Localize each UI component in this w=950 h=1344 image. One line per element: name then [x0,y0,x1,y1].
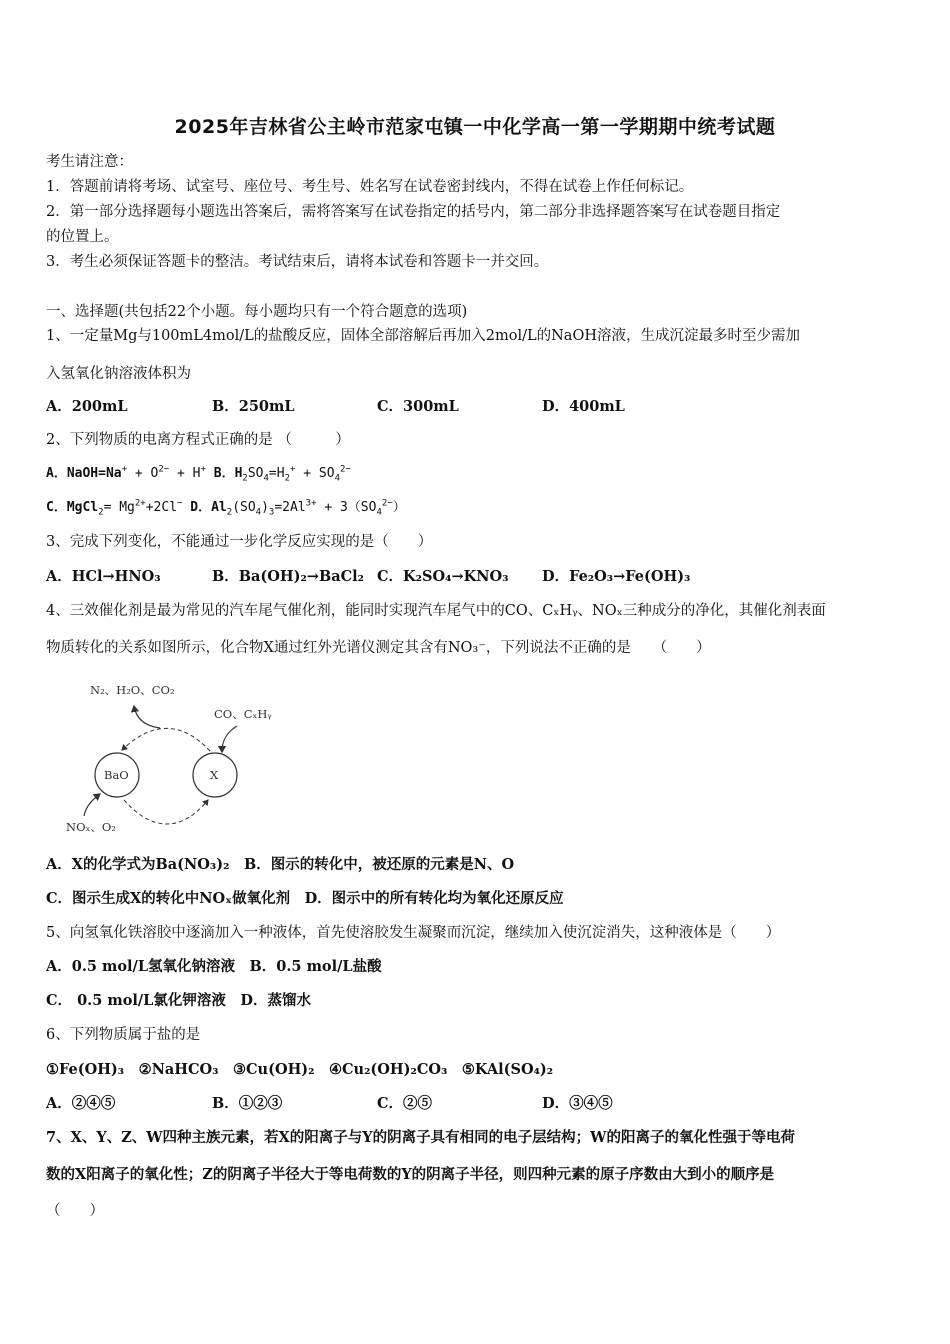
q6-option-a: A．②④⑤ [46,1095,116,1112]
q6-items: ①Fe(OH)₃ ②NaHCO₃ ③Cu(OH)₂ ④Cu₂(OH)₂CO₃ ⑤KAl(SO₄)₂ [46,1061,554,1078]
q7-stem-line1: 7、X、Y、Z、W四种主族元素，若X的阳离子与Y的阴离子具有相同的电子层结构；W的阳离子的氧化性强于等电荷 [46,1129,795,1146]
notice-item-2b: 的位置上。 [46,229,119,245]
q4-stem-line2: 物质转化的关系如图所示，化合物X通过红外光谱仪测定其含有NO₃⁻，下列说法不正确的是 （ ） [46,640,711,656]
notice-item-2a: 2．第一部分选择题每小题选出答案后，需将答案写在试卷指定的括号内，第二部分非选择题答案写在试卷题目指定 [46,204,781,220]
notice-item-3: 3．考生必须保证答题卡的整洁。考试结束后，请将本试卷和答题卡一并交回。 [46,254,549,270]
q5-options-ab: A．0.5 mol/L氢氧化钠溶液 B．0.5 mol/L盐酸 [46,958,382,975]
q4-stem-line1: 4、三效催化剂是最为常见的汽车尾气催化剂，能同时实现汽车尾气中的CO、CₓHᵧ、NOₓ三种成分的净化，其催化剂表面 [46,603,826,619]
q1-option-a: A．200mL [46,398,128,415]
q3-option-c: C．K₂SO₄→KNO₃ [377,568,509,585]
q2-stem: 2、下列物质的电离方程式正确的是 （ ） [46,432,350,448]
q1-option-b: B．250mL [212,398,295,415]
q3-option-b: B．Ba(OH)₂→BaCl₂ [212,568,365,585]
q3-stem: 3、完成下列变化，不能通过一步化学反应实现的是（ ） [46,534,433,550]
q3-option-d: D．Fe₂O₃→Fe(OH)₃ [542,568,691,585]
notice-heading: 考生请注意： [46,154,133,170]
page-title: 2025年吉林省公主岭市范家屯镇一中化学高一第一学期期中统考试题 [174,116,776,138]
arrow-x-to-bao [122,728,210,751]
diagram-label-nox-o2: NOₓ、O₂ [66,820,116,834]
q1-stem-line2: 入氢氧化钠溶液体积为 [46,366,191,382]
q1-stem-line1: 1、一定量Mg与100mL4mol/L的盐酸反应，固体全部溶解后再加入2mol/L的NaOH溶液，生成沉淀最多时至少需加 [46,328,800,344]
arrow-co-in [222,726,237,752]
arrow-products-out [134,706,160,728]
q6-option-b: B．①②③ [212,1095,283,1112]
q4-options-ab: A．X的化学式为Ba(NO₃)₂ B．图示的转化中，被还原的元素是N、O [46,856,515,873]
notice-item-1: 1．答题前请将考场、试室号、座位号、考生号、姓名写在试卷密封线内，不得在试卷上作任何标记。 [46,179,694,195]
q5-options-cd: C． 0.5 mol/L氯化钾溶液 D．蒸馏水 [46,992,311,1009]
q6-option-d: D．③④⑤ [542,1095,613,1112]
q2-options-cd: C．MgCl$_2$= $Mg^{2+}+2Cl^-$ D．$Al_2(SO_4)_3=2Al^{3+} + 3(SO_4^{2-})$ [46,498,406,518]
q1-option-d: D．400mL [542,398,625,415]
diagram-label-products: N₂、H₂O、CO₂ [90,683,175,697]
q7-stem-line3: （ ） [46,1203,104,1219]
q6-stem: 6、下列物质属于盐的是 [46,1027,201,1043]
diagram-label-x: X [210,768,219,782]
q2-options-ab: A．NaOH=Na+ + $O^{2-} + H^+$ B．$H_2SO_4=H_2^+ + SO_4^{2-}$ [46,464,351,484]
section-heading: 一、选择题(共包括22个小题。每小题均只有一个符合题意的选项) [46,304,468,320]
q1-option-c: C．300mL [377,398,459,415]
q6-option-c: C．②⑤ [377,1095,433,1112]
q5-stem: 5、向氢氧化铁溶胶中逐滴加入一种液体，首先使溶胶发生凝聚而沉淀，继续加入使沉淀消失，这种液体是（ ） [46,925,781,941]
catalyst-cycle-diagram [62,676,292,846]
arrow-nox-in [84,794,100,816]
arrow-bao-to-x [124,800,208,824]
q4-options-cd: C．图示生成X的转化中NOₓ做氧化剂 D．图示中的所有转化均为氧化还原反应 [46,890,564,907]
diagram-label-bao: BaO [104,768,129,782]
q3-option-a: A．HCl→HNO₃ [46,568,161,585]
diagram-label-co-cxhy: CO、CₓHᵧ [214,707,272,721]
q7-stem-line2: 数的X阳离子的氧化性；Z的阴离子半径大于等电荷数的Y的阴离子半径，则四种元素的原子序数由大到小的顺序是 [46,1166,775,1183]
